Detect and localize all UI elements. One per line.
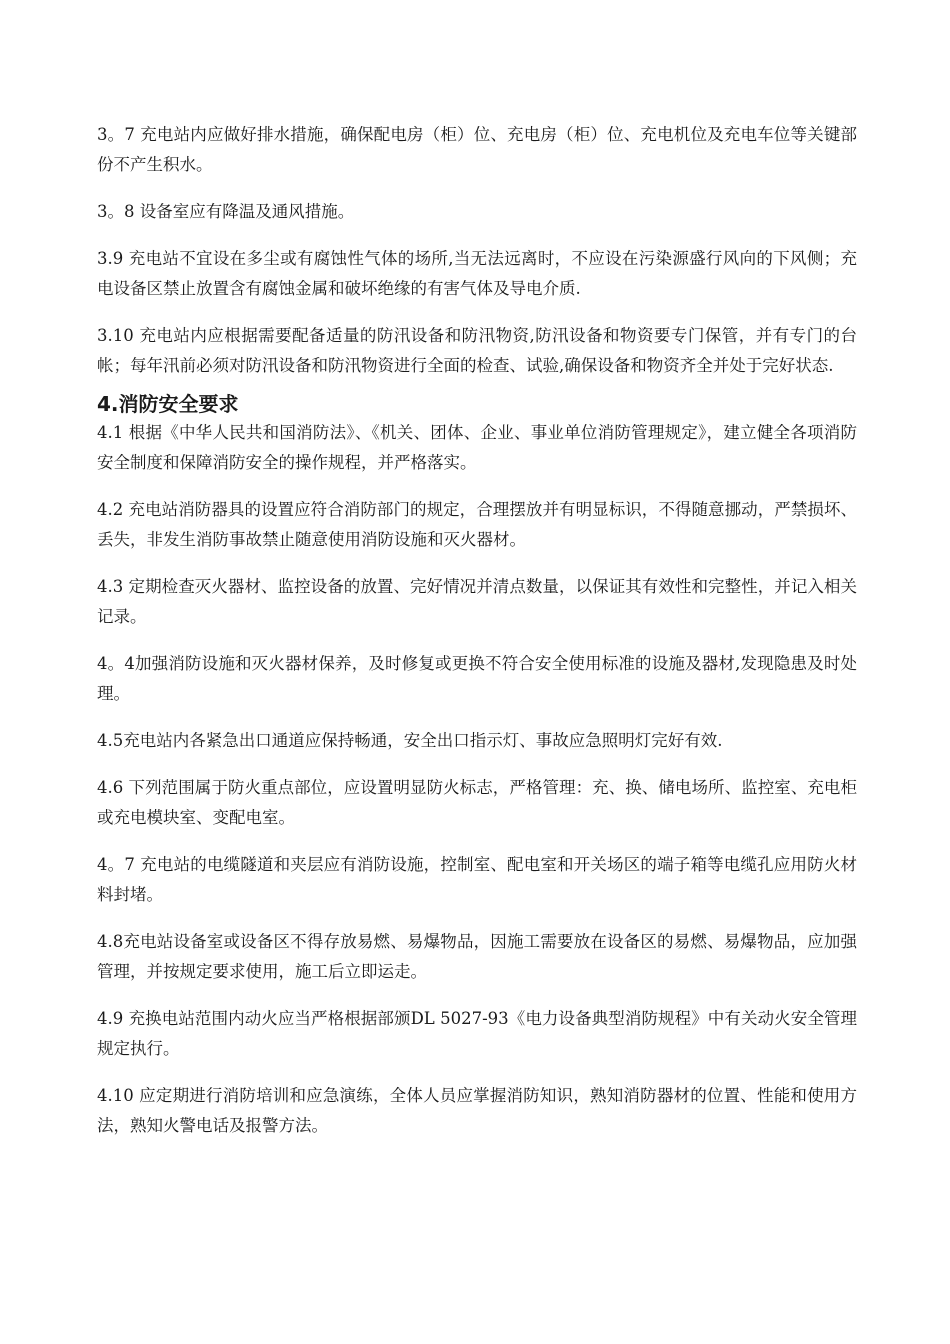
section-4-heading: 4.消防安全要求 — [97, 392, 239, 416]
paragraph-4-6: 4.6 下列范围属于防火重点部位，应设置明显防火标志，严格管理：充、换、储电场所、监控室、充电柜或充电模块室、变配电室。 — [97, 778, 857, 827]
paragraph-3-8: 3。8 设备室应有降温及通风措施。 — [97, 202, 355, 221]
document-page — [97, 120, 857, 1158]
paragraph-4-3: 4.3 定期检查灭火器材、监控设备的放置、完好情况并清点数量，以保证其有效性和完整性，并记入相关记录。 — [97, 577, 857, 626]
paragraph-3-10: 3.10 充电站内应根据需要配备适量的防汛设备和防汛物资,防汛设备和物资要专门保管，并有专门的台帐；每年汛前必须对防汛设备和防汛物资进行全面的检查、试验,确保设备和物资齐全并处于完好状态. — [97, 326, 857, 375]
paragraph-4-10: 4.10 应定期进行消防培训和应急演练，全体人员应掌握消防知识，熟知消防器材的位置、性能和使用方法，熟知火警电话及报警方法。 — [97, 1086, 857, 1135]
paragraph-4-7: 4。7 充电站的电缆隧道和夹层应有消防设施，控制室、配电室和开关场区的端子箱等电缆孔应用防火材料封堵。 — [97, 855, 857, 904]
paragraph-4-8: 4.8充电站设备室或设备区不得存放易燃、易爆物品，因施工需要放在设备区的易燃、易爆物品，应加强管理，并按规定要求使用，施工后立即运走。 — [97, 932, 857, 981]
paragraph-4-9: 4.9 充换电站范围内动火应当严格根据部颁DL 5027-93《电力设备典型消防规程》中有关动火安全管理规定执行。 — [97, 1009, 857, 1058]
paragraph-3-7: 3。7 充电站内应做好排水措施，确保配电房（柜）位、充电房（柜）位、充电机位及充电车位等关键部份不产生积水。 — [97, 125, 857, 174]
paragraph-4-4: 4。4加强消防设施和灭火器材保养，及时修复或更换不符合安全使用标准的设施及器材,发现隐患及时处理。 — [97, 654, 857, 703]
paragraph-4-5: 4.5充电站内各紧急出口通道应保持畅通，安全出口指示灯、事故应急照明灯完好有效. — [97, 731, 723, 750]
paragraph-4-2: 4.2 充电站消防器具的设置应符合消防部门的规定，合理摆放并有明显标识，不得随意挪动，严禁损坏、丢失，非发生消防事故禁止随意使用消防设施和灭火器材。 — [97, 500, 857, 549]
paragraph-3-9: 3.9 充电站不宜设在多尘或有腐蚀性气体的场所,当无法远离时，不应设在污染源盛行风向的下风侧；充电设备区禁止放置含有腐蚀金属和破坏绝缘的有害气体及导电介质. — [97, 249, 857, 298]
paragraph-4-1: 4.1 根据《中华人民共和国消防法》、《机关、团体、企业、事业单位消防管理规定》，建立健全各项消防安全制度和保障消防安全的操作规程，并严格落实。 — [97, 423, 857, 472]
